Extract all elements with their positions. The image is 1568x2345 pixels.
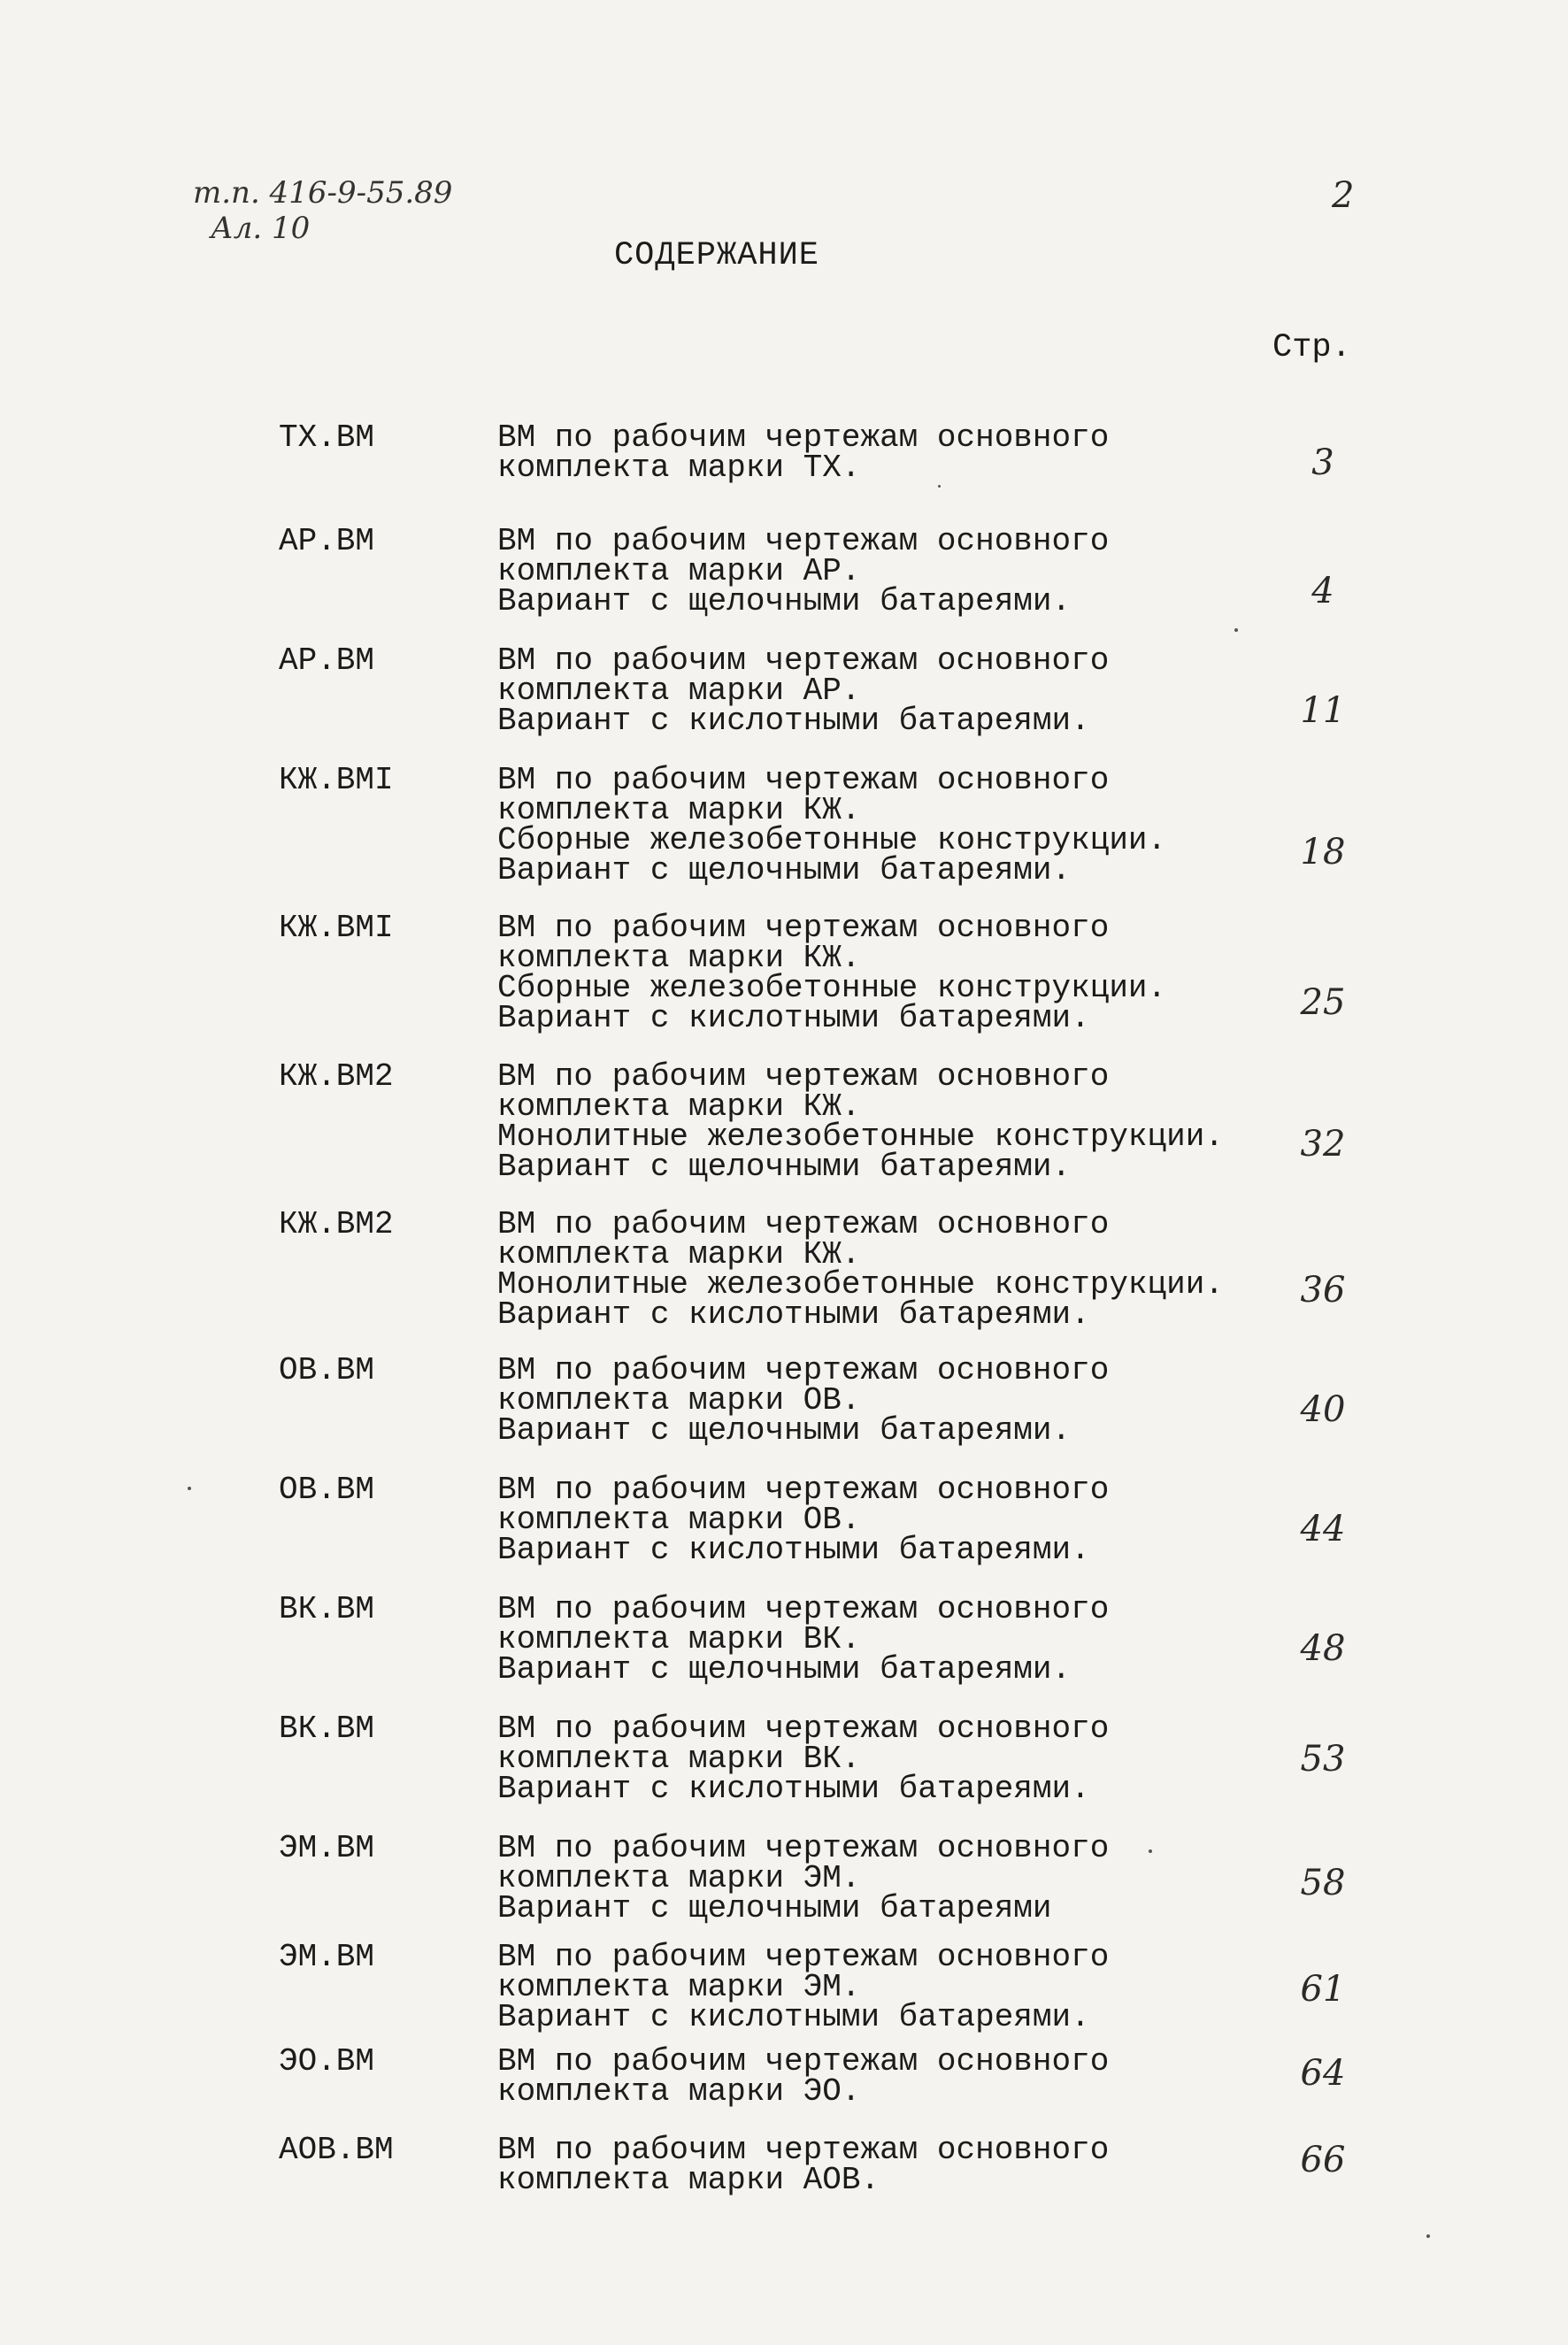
toc-entry-line: Вариант с щелочными батареями.	[497, 1412, 1072, 1449]
toc-entry-line: ВМ по рабочим чертежам основного	[497, 1206, 1110, 1242]
toc-entry-line: комплекта марки КЖ.	[497, 940, 861, 976]
toc-entry-line: ВМ по рабочим чертежам основного	[497, 1352, 1110, 1388]
toc-entry-description	[497, 1711, 1110, 1807]
toc-entry-line: ВМ по рабочим чертежам основного	[497, 762, 1110, 798]
toc-entry-line: комплекта марки АР.	[497, 553, 861, 589]
toc-entry-description	[497, 1472, 1110, 1568]
toc-entry-code: ЭМ.ВМ	[279, 1830, 375, 1866]
scan-speck	[1149, 1849, 1152, 1853]
toc-entry-description	[497, 1830, 1110, 1926]
toc-entry-page: 4	[1311, 571, 1334, 611]
toc-entry-page: 64	[1300, 2053, 1346, 2094]
toc-entry-page: 58	[1300, 1863, 1346, 1903]
toc-entry-line: ВМ по рабочим чертежам основного	[497, 1591, 1110, 1627]
toc-entry-line: ВМ по рабочим чертежам основного	[497, 2043, 1110, 2080]
toc-entry-line: Вариант с кислотными батареями.	[497, 1999, 1090, 2035]
toc-entry-description	[497, 762, 1167, 888]
toc-entry-page: 44	[1300, 1509, 1346, 1549]
toc-entry-code: ТХ.ВМ	[279, 419, 375, 456]
toc-entry-line: ВМ по рабочим чертежам основного	[497, 1472, 1110, 1508]
toc-entry-description	[497, 2132, 1110, 2198]
toc-entry-code: ВК.ВМ	[279, 1711, 375, 1747]
toc-entry-code: АР.ВМ	[279, 523, 375, 559]
toc-entry-line: Вариант с кислотными батареями.	[497, 1296, 1090, 1333]
toc-entry-line: ВМ по рабочим чертежам основного	[497, 910, 1110, 946]
toc-entry-line: Монолитные железобетонные конструкции.	[497, 1266, 1224, 1303]
toc-entry-line: ВМ по рабочим чертежам основного	[497, 1711, 1110, 1747]
toc-entry-line: Вариант с щелочными батареями.	[497, 583, 1072, 619]
toc-entry-description	[497, 419, 1110, 486]
toc-entry-code: ОВ.ВМ	[279, 1352, 375, 1388]
scan-speck	[1234, 628, 1238, 632]
toc-entry-description	[497, 2043, 1110, 2110]
handwritten-reference-line-1: т.п. 416-9-55.89	[193, 175, 453, 211]
toc-entry-line: комплекта марки ВК.	[497, 1621, 861, 1657]
toc-entry-line: Вариант с щелочными батареями.	[497, 1651, 1072, 1688]
toc-entry-line: Сборные железобетонные конструкции.	[497, 970, 1167, 1006]
toc-entry-page: 18	[1300, 832, 1346, 873]
toc-entry-line: комплекта марки ЭО.	[497, 2073, 861, 2110]
page-number: 2	[1332, 175, 1355, 216]
toc-entry-line: Вариант с щелочными батареями.	[497, 1149, 1072, 1185]
toc-entry-line: комплекта марки АР.	[497, 673, 861, 709]
toc-entry-page: 25	[1300, 982, 1346, 1023]
toc-entry-page: 40	[1300, 1389, 1346, 1430]
toc-entry-page: 32	[1300, 1124, 1346, 1165]
toc-entry-line: Вариант с щелочными батареями	[497, 1890, 1052, 1926]
toc-entry-description	[497, 1939, 1110, 2035]
toc-entry-code: КЖ.ВМI	[279, 762, 394, 798]
toc-entry-code: ЭМ.ВМ	[279, 1939, 375, 1975]
handwritten-reference	[193, 175, 452, 246]
toc-entry-line: ВМ по рабочим чертежам основного	[497, 419, 1110, 456]
toc-entry-description	[497, 1591, 1110, 1688]
toc-entry-line: Монолитные железобетонные конструкции.	[497, 1119, 1224, 1155]
toc-entry-description	[497, 523, 1110, 619]
handwritten-reference-line-2: Ал. 10	[211, 211, 311, 246]
toc-entry-line: комплекта марки КЖ.	[497, 1236, 861, 1272]
toc-entry-page: 3	[1311, 442, 1334, 483]
toc-entry-line: комплекта марки АОВ.	[497, 2162, 880, 2198]
page-title: СОДЕРЖАНИЕ	[613, 237, 820, 274]
scan-speck	[188, 1487, 191, 1490]
toc-entry-line: Вариант с кислотными батареями.	[497, 1532, 1090, 1568]
toc-entry-line: ВМ по рабочим чертежам основного	[497, 1058, 1110, 1095]
toc-entry-line: комплекта марки ОВ.	[497, 1502, 861, 1538]
toc-entry-code: КЖ.ВМ2	[279, 1058, 394, 1095]
toc-entry-line: ВМ по рабочим чертежам основного	[497, 523, 1110, 559]
toc-entry-page: 66	[1300, 2140, 1346, 2180]
toc-entry-code: ВК.ВМ	[279, 1591, 375, 1627]
toc-entry-line: Вариант с кислотными батареями.	[497, 1000, 1090, 1036]
toc-entry-line: комплекта марки ТХ.	[497, 450, 861, 486]
toc-entry-line: комплекта марки ЭМ.	[497, 1969, 861, 2005]
toc-entry-code: ЭО.ВМ	[279, 2043, 375, 2080]
toc-entry-description	[497, 1352, 1110, 1449]
toc-entry-line: Вариант с кислотными батареями.	[497, 703, 1090, 739]
scan-speck	[938, 485, 941, 488]
toc-entry-description	[497, 642, 1110, 739]
toc-entry-page: 53	[1300, 1739, 1346, 1780]
toc-entry-line: ВМ по рабочим чертежам основного	[497, 1830, 1110, 1866]
toc-entry-line: комплекта марки ВК.	[497, 1741, 861, 1777]
toc-entry-code: ОВ.ВМ	[279, 1472, 375, 1508]
toc-entry-line: ВМ по рабочим чертежам основного	[497, 1939, 1110, 1975]
scan-speck	[1426, 2234, 1430, 2238]
toc-entry-line: ВМ по рабочим чертежам основного	[497, 642, 1110, 679]
toc-entry-line: ВМ по рабочим чертежам основного	[497, 2132, 1110, 2168]
toc-entry-line: комплекта марки КЖ.	[497, 792, 861, 828]
toc-entry-line: Вариант с кислотными батареями.	[497, 1771, 1090, 1807]
toc-entry-code: АР.ВМ	[279, 642, 375, 679]
page-column-header: Стр.	[1272, 329, 1351, 366]
toc-entry-description	[497, 1058, 1224, 1185]
toc-entry-line: Вариант с щелочными батареями.	[497, 852, 1072, 888]
toc-entry-page: 48	[1300, 1628, 1346, 1669]
toc-entry-description	[497, 910, 1167, 1036]
toc-entry-page: 36	[1300, 1270, 1346, 1311]
toc-entry-code: КЖ.ВМI	[279, 910, 394, 946]
toc-entry-page: 61	[1300, 1969, 1346, 2010]
toc-entry-line: комплекта марки ОВ.	[497, 1382, 861, 1419]
toc-entry-code: КЖ.ВМ2	[279, 1206, 394, 1242]
toc-entry-description	[497, 1206, 1224, 1333]
toc-entry-line: комплекта марки ЭМ.	[497, 1860, 861, 1896]
toc-entry-page: 11	[1300, 690, 1346, 731]
toc-entry-line: Сборные железобетонные конструкции.	[497, 822, 1167, 858]
toc-entry-line: комплекта марки КЖ.	[497, 1088, 861, 1125]
toc-entry-code: АОВ.ВМ	[279, 2132, 394, 2168]
